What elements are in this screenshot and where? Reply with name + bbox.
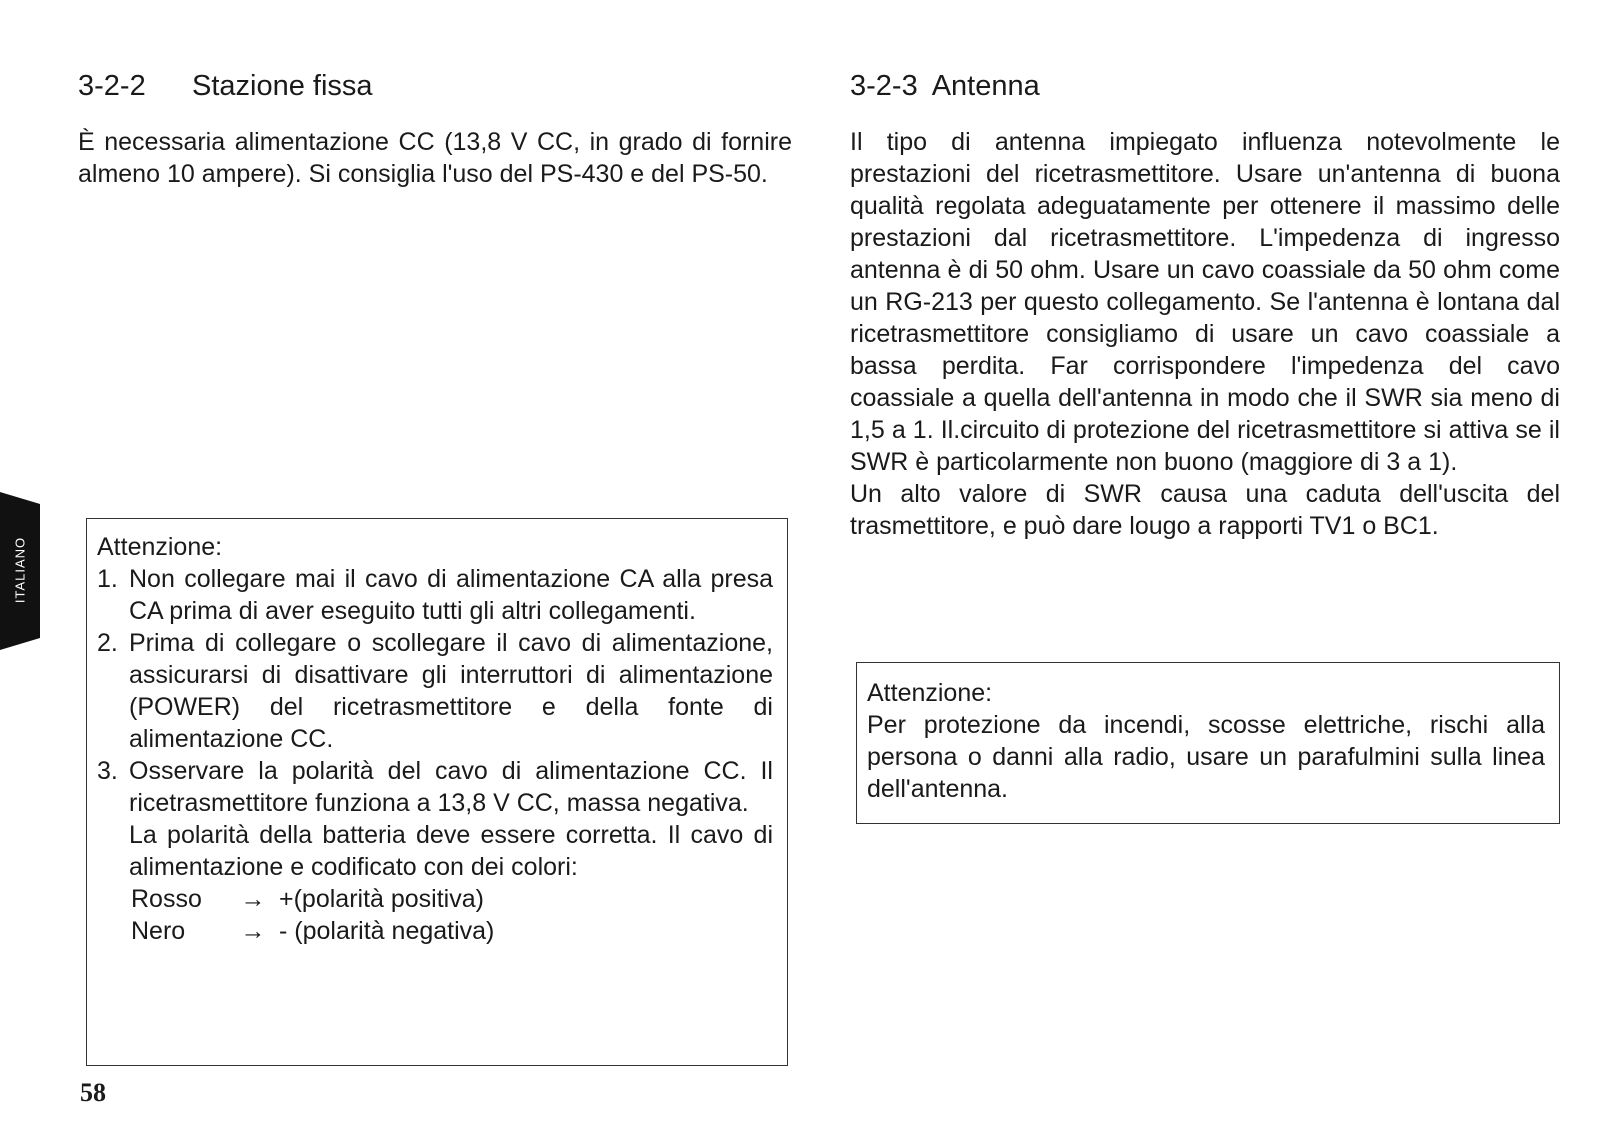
polarity-value: +(polarità positiva) <box>279 885 484 913</box>
color-code-row-black <box>97 915 773 947</box>
caution-item-text: Prima di collegare o scollegare il cavo di alimentazione, assicurarsi di disattivare gli interruttori di alimentazione (POWER) del ricetrasmettitore e della fonte di alimentazione CC. <box>129 629 773 753</box>
polarity-value: - (polarità negativa) <box>279 917 495 945</box>
caution-item-number: 2. <box>97 629 118 657</box>
caution-box-antenna <box>856 662 1560 824</box>
section-heading-3-2-2 <box>78 60 792 112</box>
wire-color-name: Rosso <box>131 885 202 913</box>
section-number: 3-2-2 <box>78 70 146 102</box>
page-number: 58 <box>80 1078 106 1107</box>
right-arrow-icon: → <box>240 917 266 945</box>
caution-item-number: 3. <box>97 757 118 785</box>
caution-item-text-continued: La polarità della batteria deve essere corretta. Il cavo di alimentazione e codificato con dei colori: <box>129 821 773 881</box>
language-side-tab <box>0 492 62 650</box>
caution-item-number: 1. <box>97 565 118 593</box>
caution-list <box>97 563 773 883</box>
side-tab-shape <box>0 492 62 650</box>
left-column <box>78 60 792 190</box>
section-title: Stazione fissa <box>192 70 373 102</box>
caution-item <box>97 563 773 627</box>
caution-item-text: Osservare la polarità del cavo di alimentazione CC. Il ricetrasmettitore funziona a 13,8 V CC, massa negativa. <box>129 757 773 817</box>
caution-item <box>97 755 773 883</box>
caution-item <box>97 627 773 755</box>
caution-box-power <box>86 518 788 1066</box>
color-code-row-red <box>97 883 773 915</box>
section-body-text: È necessaria alimentazione CC (13,8 V CC, in grado di fornire almeno 10 ampere). Si consiglia l'uso del PS-430 e del PS-50. <box>78 128 792 188</box>
right-column <box>850 60 1560 542</box>
section-number: 3-2-3 <box>850 70 918 102</box>
right-arrow-icon: → <box>240 885 266 913</box>
wire-color-name: Nero <box>131 917 186 945</box>
section-body-text-2: Un alto valore di SWR causa una caduta dell'uscita del trasmettitore, e può dare lougo a rapporti TV1 o BC1. <box>850 480 1560 540</box>
caution-item-text: Non collegare mai il cavo di alimentazione CA alla presa CA prima di aver eseguito tutti gli altri collegamenti. <box>129 565 773 625</box>
section-body-text: Il tipo di antenna impiegato influenza notevolmente le prestazioni del ricetrasmettitore. Usare un'antenna di buona qualità regolata adeguatamente per ottenere il massimo delle prestazioni dal ricetrasmettitore. L'impedenza di ingresso antenna è di 50 ohm. Usare un cavo coassiale da 50 ohm come un RG-213 per questo collegamento. Se l'antenna è lontana dal ricetrasmettitore consigliamo di usare un cavo coassiale a bassa perdita. Far corrispondere l'impedenza del cavo coassiale a quella dell'antenna in modo che il SWR sia meno di 1,5 a 1. Il.circuito di protezione del ricetrasmettitore si attiva se il SWR è particolarmente non buono (maggiore di 3 a 1). <box>850 128 1560 476</box>
side-tab-label: ITALIANO <box>12 536 28 604</box>
caution-title: Attenzione: <box>97 533 223 561</box>
caution-title: Attenzione: <box>867 679 993 707</box>
caution-text: Per protezione da incendi, scosse elettriche, rischi alla persona o danni alla radio, usare un parafulmini sulla linea dell'antenna. <box>867 711 1545 803</box>
section-heading-3-2-3 <box>850 60 1560 112</box>
section-title: Antenna <box>931 70 1040 102</box>
